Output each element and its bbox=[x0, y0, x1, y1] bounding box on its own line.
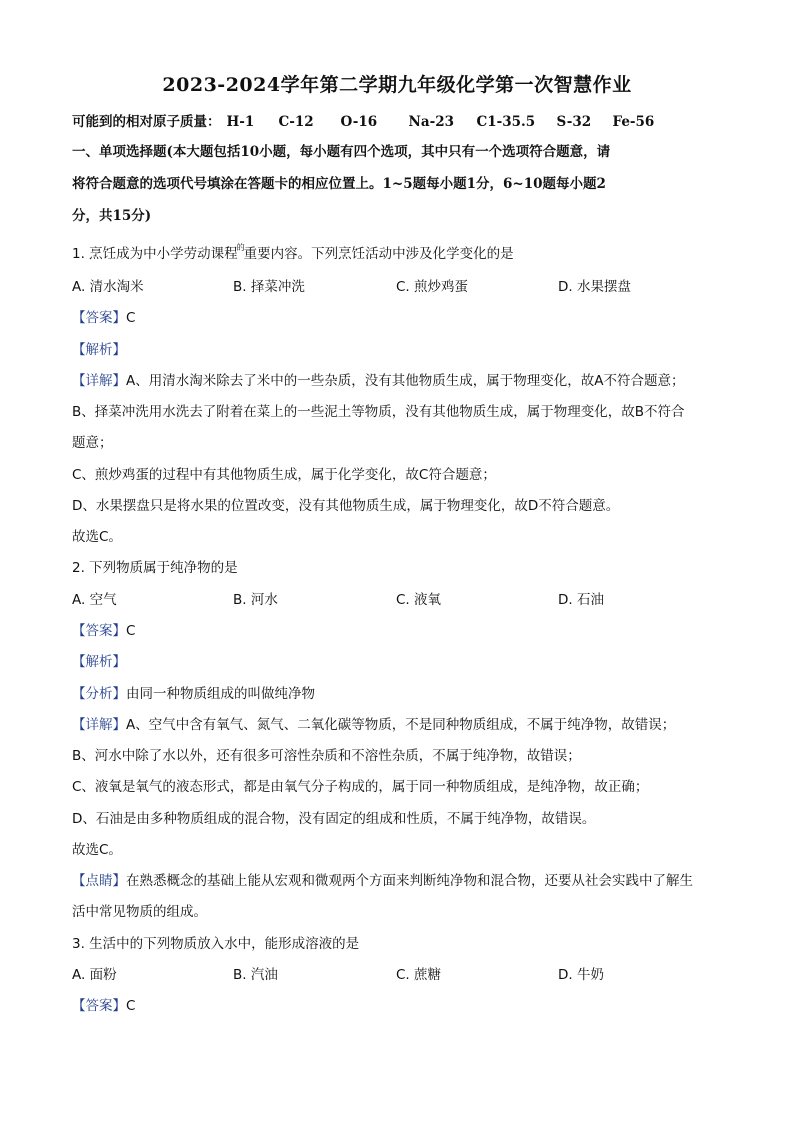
question-2-dianjing-1: 【点睛】在熟悉概念的基础上能从宏观和微观两个方面来判断纯净物和混合物，还要从社会实践中了解生 bbox=[72, 873, 693, 889]
question-2-analysis-tag: 【解析】 bbox=[72, 654, 126, 670]
question-1-option-a: A. 清水淘米 bbox=[72, 279, 144, 295]
question-1-option-d: D. 水果摆盘 bbox=[558, 279, 631, 295]
question-2-detail-4: D、石油是由多种物质组成的混合物，没有固定的组成和性质，不属于纯净物，故错误。 bbox=[72, 811, 596, 827]
question-2-option-a: A. 空气 bbox=[72, 592, 117, 608]
section-heading-line-3: 分，共15分) bbox=[72, 208, 152, 224]
question-1-detail-4: D、水果摆盘只是将水果的位置改变，没有其他物质生成，属于物理变化，故D不符合题意。 bbox=[72, 498, 620, 514]
question-3-option-d: D. 牛奶 bbox=[558, 967, 604, 983]
atomic-mass: C1-35.5 bbox=[476, 114, 536, 130]
question-1-detail-1: 【详解】A、用清水淘米除去了米中的一些杂质，没有其他物质生成，属于物理变化，故A不符合题意； bbox=[72, 373, 685, 389]
question-2-option-d: D. 石油 bbox=[558, 592, 604, 608]
section-heading-line-1: 一、单项选择题(本大题包括10小题，每小题有四个选项，其中只有一个选项符合题意，请 bbox=[72, 144, 611, 160]
question-2-conclusion: 故选C。 bbox=[72, 842, 122, 858]
question-1-answer: 【答案】C bbox=[72, 310, 136, 326]
question-1-option-b: B. 择菜冲洗 bbox=[233, 279, 305, 295]
question-3-option-b: B. 汽油 bbox=[233, 967, 278, 983]
question-2-detail-1: 【详解】A、空气中含有氧气、氮气、二氧化碳等物质，不是同种物质组成，不属于纯净物，故错误； bbox=[72, 717, 676, 733]
question-3-option-c: C. 蔗糖 bbox=[396, 967, 442, 983]
question-1-conclusion: 故选C。 bbox=[72, 529, 122, 545]
page-title: 2023-2024学年第二学期九年级化学第一次智慧作业 bbox=[162, 74, 632, 96]
atomic-masses-line bbox=[72, 110, 654, 130]
question-2-fenxi: 【分析】由同一种物质组成的叫做纯净物 bbox=[72, 686, 315, 702]
question-1-analysis-tag: 【解析】 bbox=[72, 342, 126, 358]
question-2-detail-3: C、液氧是氧气的液态形式，都是由氧气分子构成的，属于同一种物质组成，是纯净物，故正确； bbox=[72, 779, 649, 795]
atomic-mass: H-1 bbox=[226, 114, 255, 130]
question-3-stem: 3. 生活中的下列物质放入水中，能形成溶液的是 bbox=[72, 936, 360, 952]
question-1-detail-2-cont: 题意； bbox=[72, 435, 113, 451]
atomic-mass: Fe-56 bbox=[612, 114, 655, 130]
question-2-option-b: B. 河水 bbox=[233, 592, 278, 608]
question-2-answer: 【答案】C bbox=[72, 623, 136, 639]
question-1-option-c: C. 煎炒鸡蛋 bbox=[396, 279, 469, 295]
question-2-detail-2: B、河水中除了水以外，还有很多可溶性杂质和不溶性杂质，不属于纯净物，故错误； bbox=[72, 748, 581, 764]
question-1-detail-2: B、择菜冲洗用水洗去了附着在菜上的一些泥土等物质，没有其他物质生成，属于物理变化，故B不符合 bbox=[72, 404, 685, 420]
atomic-mass: S-32 bbox=[556, 114, 592, 130]
atomic-masses-label: 可能到的相对原子质量： bbox=[72, 114, 221, 130]
question-1-stem: 1. 烹饪成为中小学劳动课程$^的$重要内容。下列烹饪活动中涉及化学变化的是 bbox=[72, 243, 514, 262]
question-3-answer: 【答案】C bbox=[72, 998, 136, 1014]
atomic-mass: Na-23 bbox=[408, 114, 454, 130]
atomic-mass: C-12 bbox=[278, 114, 314, 130]
question-2-dianjing-2: 活中常见物质的组成。 bbox=[72, 904, 207, 920]
question-2-stem: 2. 下列物质属于纯净物的是 bbox=[72, 560, 238, 576]
atomic-mass: O-16 bbox=[340, 114, 378, 130]
question-3-option-a: A. 面粉 bbox=[72, 967, 117, 983]
question-1-detail-3: C、煎炒鸡蛋的过程中有其他物质生成，属于化学变化，故C符合题意； bbox=[72, 467, 496, 483]
section-heading-line-2: 将符合题意的选项代号填涂在答题卡的相应位置上。1~5题每小题1分，6~10题每小题2 bbox=[72, 176, 606, 192]
question-2-option-c: C. 液氧 bbox=[396, 592, 442, 608]
